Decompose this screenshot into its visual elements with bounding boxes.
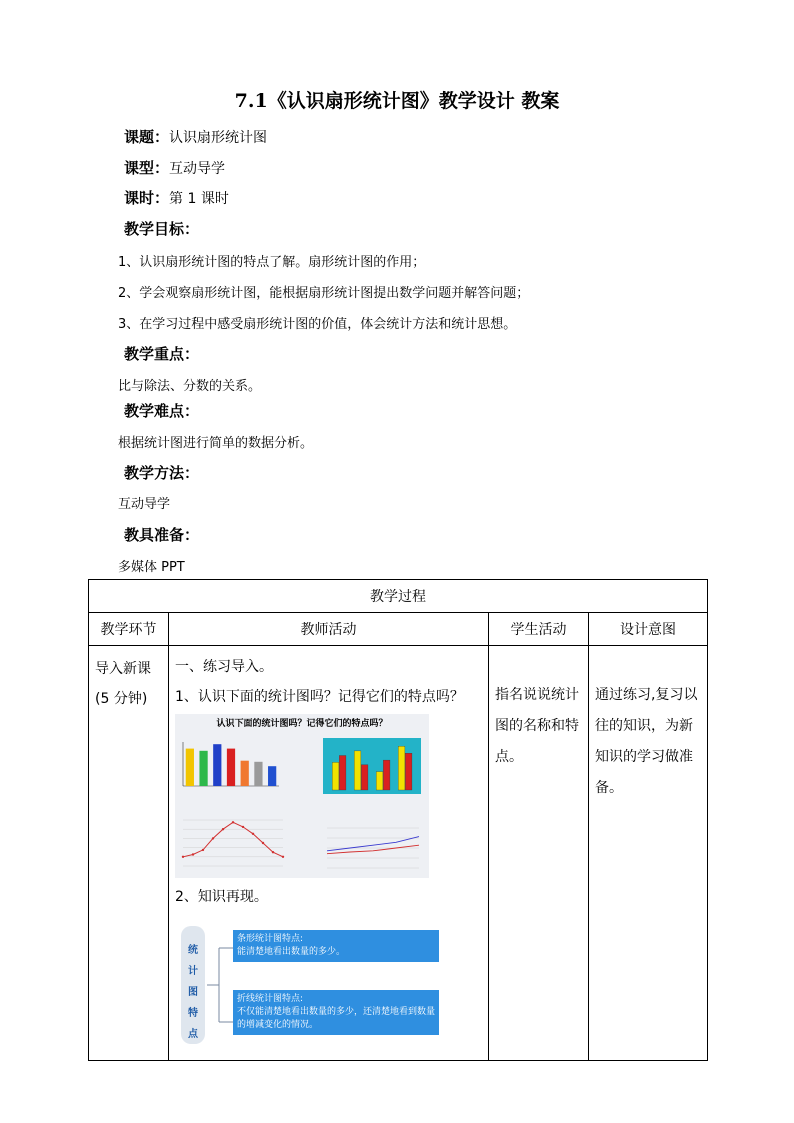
line-feature-text: 不仅能清楚地看出数量的多少，还清楚地看到数量的增减变化的情况。	[237, 1007, 436, 1030]
chart1-bar	[227, 749, 235, 786]
field-type: 课型：互动导学	[124, 159, 226, 177]
chart3-point	[182, 856, 184, 858]
field-period: 课时：第 1 课时	[124, 189, 229, 207]
chart3-point	[212, 837, 214, 839]
side-char: 图	[188, 987, 198, 998]
side-char: 计	[188, 966, 198, 977]
objective-item: 2、学会观察扇形统计图，能根据扇形统计图提出数学问题并解答问题；	[118, 286, 530, 301]
features-image	[179, 926, 445, 1046]
prep-text: 多媒体 PPT	[118, 560, 185, 575]
chart3-point	[252, 833, 254, 835]
side-char: 点	[188, 1029, 198, 1040]
chart3-point	[242, 826, 244, 828]
process-caption: 教学过程	[89, 580, 708, 613]
teacher-cell	[169, 646, 489, 1061]
difficulties-heading: 教学难点：	[124, 402, 200, 420]
line-feature-box	[233, 990, 439, 1035]
chart3-point	[192, 853, 194, 855]
teacher-question-2: 2、知识再现。	[175, 889, 268, 905]
key-points-heading: 教学重点：	[124, 345, 200, 363]
bracket-lines	[179, 926, 233, 1046]
section-name: 导入新课	[95, 661, 151, 677]
chart2-bar	[354, 751, 361, 790]
chart1-bar	[199, 751, 207, 786]
prep-heading: 教具准备：	[124, 526, 200, 544]
chart2-bar	[339, 756, 346, 791]
chart4-line	[327, 837, 419, 851]
chart2-bar	[376, 772, 383, 790]
teacher-question-1: 1、认识下面的统计图吗？记得它们的特点吗？	[175, 689, 464, 705]
slide-title: 认识下面的统计图吗？记得它们的特点吗？	[216, 719, 388, 729]
chart3-point	[202, 849, 204, 851]
chart3-point	[282, 856, 284, 858]
bar-feature-box	[233, 930, 439, 962]
chart3-point	[272, 851, 274, 853]
section-duration: (5 分钟)	[95, 691, 148, 707]
document-title: 7.1《认识扇形统计图》教学设计 教案	[234, 90, 560, 112]
column-header: 设计意图	[589, 613, 708, 646]
column-header: 教学环节	[89, 613, 169, 646]
chart1-bar	[254, 762, 262, 786]
chart2-bar	[332, 762, 339, 790]
bar-feature-title: 条形统计图特点:	[237, 934, 304, 944]
chart1-bar	[268, 766, 276, 786]
column-header: 学生活动	[489, 613, 589, 646]
chart1-bar	[241, 761, 249, 786]
chart3-point	[262, 842, 264, 844]
bar-feature-text: 能清楚地看出数量的多少。	[237, 947, 346, 957]
chart1-bar	[213, 744, 221, 786]
chart1-bar	[186, 749, 194, 786]
method-heading: 教学方法：	[124, 464, 200, 482]
field-topic: 课题：认识扇形统计图	[124, 128, 268, 146]
table-row	[89, 646, 708, 1061]
chart2-bar	[361, 765, 368, 790]
objective-item: 1、认识扇形统计图的特点了解。扇形统计图的作用；	[118, 255, 426, 270]
side-char: 统	[188, 945, 198, 956]
chart3-point	[232, 821, 234, 823]
chart2-bar	[398, 746, 405, 790]
key-points-text: 比与除法、分数的关系。	[118, 379, 262, 394]
chart2-bar	[405, 753, 412, 790]
process-table	[88, 579, 708, 1061]
method-text: 互动导学	[118, 497, 171, 512]
chart3-line	[183, 822, 283, 857]
objectives-heading: 教学目标：	[124, 220, 200, 238]
student-cell: 指名说说统计图的名称和特点。	[489, 646, 589, 1061]
teacher-heading: 一、练习导入。	[175, 659, 273, 675]
line-feature-title: 折线统计图特点:	[237, 994, 304, 1004]
slide-charts-svg	[175, 714, 429, 878]
section-cell	[89, 646, 169, 1061]
chart2-bar	[383, 760, 390, 790]
slide-charts-image	[175, 714, 429, 878]
difficulties-text: 根据统计图进行简单的数据分析。	[118, 436, 314, 451]
side-char: 特	[188, 1008, 198, 1019]
objective-item: 3、在学习过程中感受扇形统计图的价值，体会统计方法和统计思想。	[118, 317, 517, 332]
chart3-point	[222, 828, 224, 830]
column-header: 教师活动	[169, 613, 489, 646]
intent-cell: 通过练习,复习以往的知识，为新知识的学习做准备。	[589, 646, 708, 1061]
